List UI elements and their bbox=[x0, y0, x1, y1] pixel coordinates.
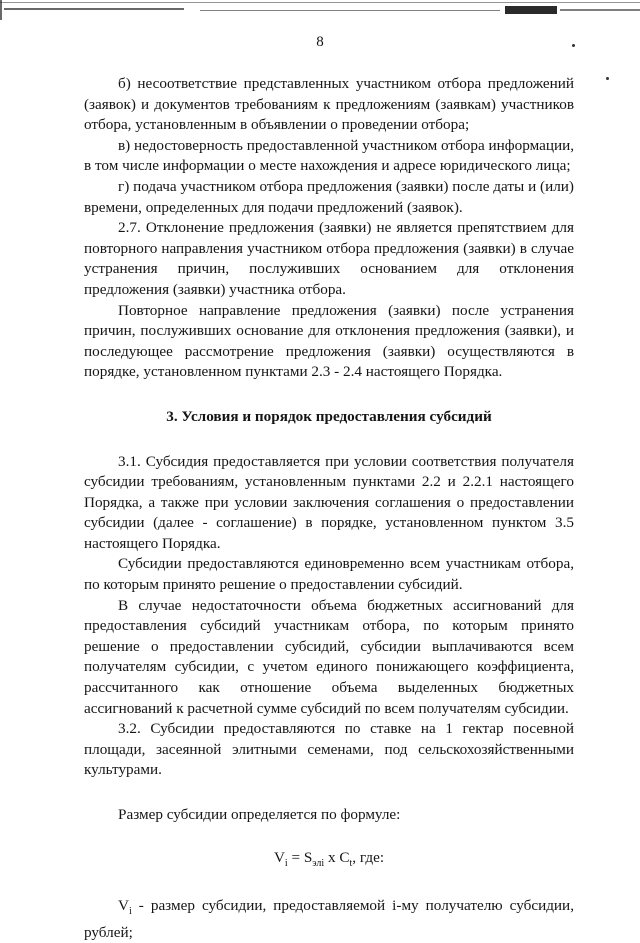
paragraph-one-time: Субсидии предоставляются единовременно всем участникам отбора, по которым принято решение о предоставлении субсидий. bbox=[84, 555, 574, 594]
paragraph-vi-definition bbox=[84, 896, 574, 943]
scan-edge-artifact bbox=[0, 0, 640, 22]
def-text: - размер субсидии, предоставляемой i-му получателю субсидии, рублей; bbox=[84, 897, 574, 941]
def-v: V bbox=[118, 897, 129, 915]
formula-c-sub: t bbox=[349, 857, 353, 869]
def-v-sub: i bbox=[128, 906, 132, 918]
formula-v-sub: i bbox=[284, 857, 288, 869]
scan-speck bbox=[606, 77, 609, 80]
paragraph-2-7: 2.7. Отклонение предложения (заявки) не является препятствием для повторного направления участником отбора предложения (заявки) в случае устранения причин, послуживших основанием для отклонения предложения (заявки) участника отбора. bbox=[84, 219, 574, 298]
formula-s-sub: элi bbox=[312, 857, 325, 869]
formula-tail: , где: bbox=[352, 848, 385, 866]
formula bbox=[84, 848, 574, 875]
paragraph-b: б) несоответствие представленных участником отбора предложений (заявок) и документов требованиям к предложениям (заявкам) участников отбора, установленным в объявлении о проведении отбора; bbox=[84, 75, 574, 134]
paragraph-resubmission: Повторное направление предложения (заявки) после устранения причин, послуживших основание для отклонения предложения (заявки), и последующее рассмотрение предложения (заявки) осуществляются в порядке, установленном пунктами 2.3 - 2.4 настоящего Порядка. bbox=[84, 301, 574, 381]
paragraph-3-1: 3.1. Субсидия предоставляется при условии соответствия получателя субсидии требованиям, установленным пунктами 2.2 и 2.2.1 настоящего Порядка, а также при условии заключения соглашения о предоставлении субсидии (далее - соглашение) в порядке, установленном пунктом 3.5 настоящего Порядка. bbox=[84, 452, 574, 552]
formula-intro: Размер субсидии определяется по формуле: bbox=[118, 806, 401, 823]
paragraph-v: в) недостоверность предоставленной участником отбора информации, в том числе информации о месте нахождения и адресе юридического лица; bbox=[84, 136, 575, 175]
formula-v: V bbox=[273, 848, 285, 866]
paragraph-3-2: 3.2. Субсидии предоставляются по ставке на 1 гектар посевной площади, засеянной элитными семенами, под сельскохозяйственными культурами. bbox=[84, 720, 574, 779]
paragraph-g: г) подача участником отбора предложения (заявки) после даты и (или) времени, определенных для подачи предложений (заявок). bbox=[84, 177, 574, 216]
formula-times-c: x C bbox=[324, 848, 350, 866]
section-heading: 3. Условия и порядок предоставления субсидий bbox=[166, 407, 492, 425]
paragraph-insufficient-funds: В случае недостаточности объема бюджетных ассигнований для предоставления субсидий участникам отбора, по которым принято решение о предоставлении субсидий, субсидии выплачиваются всем получателям субсидии, с учетом единого понижающего коэффициента, рассчитанного как отношение объема выделенных бюджетных ассигнований к расчетной сумме субсидий по всем получателям субсидии. bbox=[84, 596, 574, 717]
page-number: 8 bbox=[316, 34, 324, 50]
formula-equals-s: = S bbox=[287, 848, 313, 866]
document-body bbox=[84, 74, 574, 943]
